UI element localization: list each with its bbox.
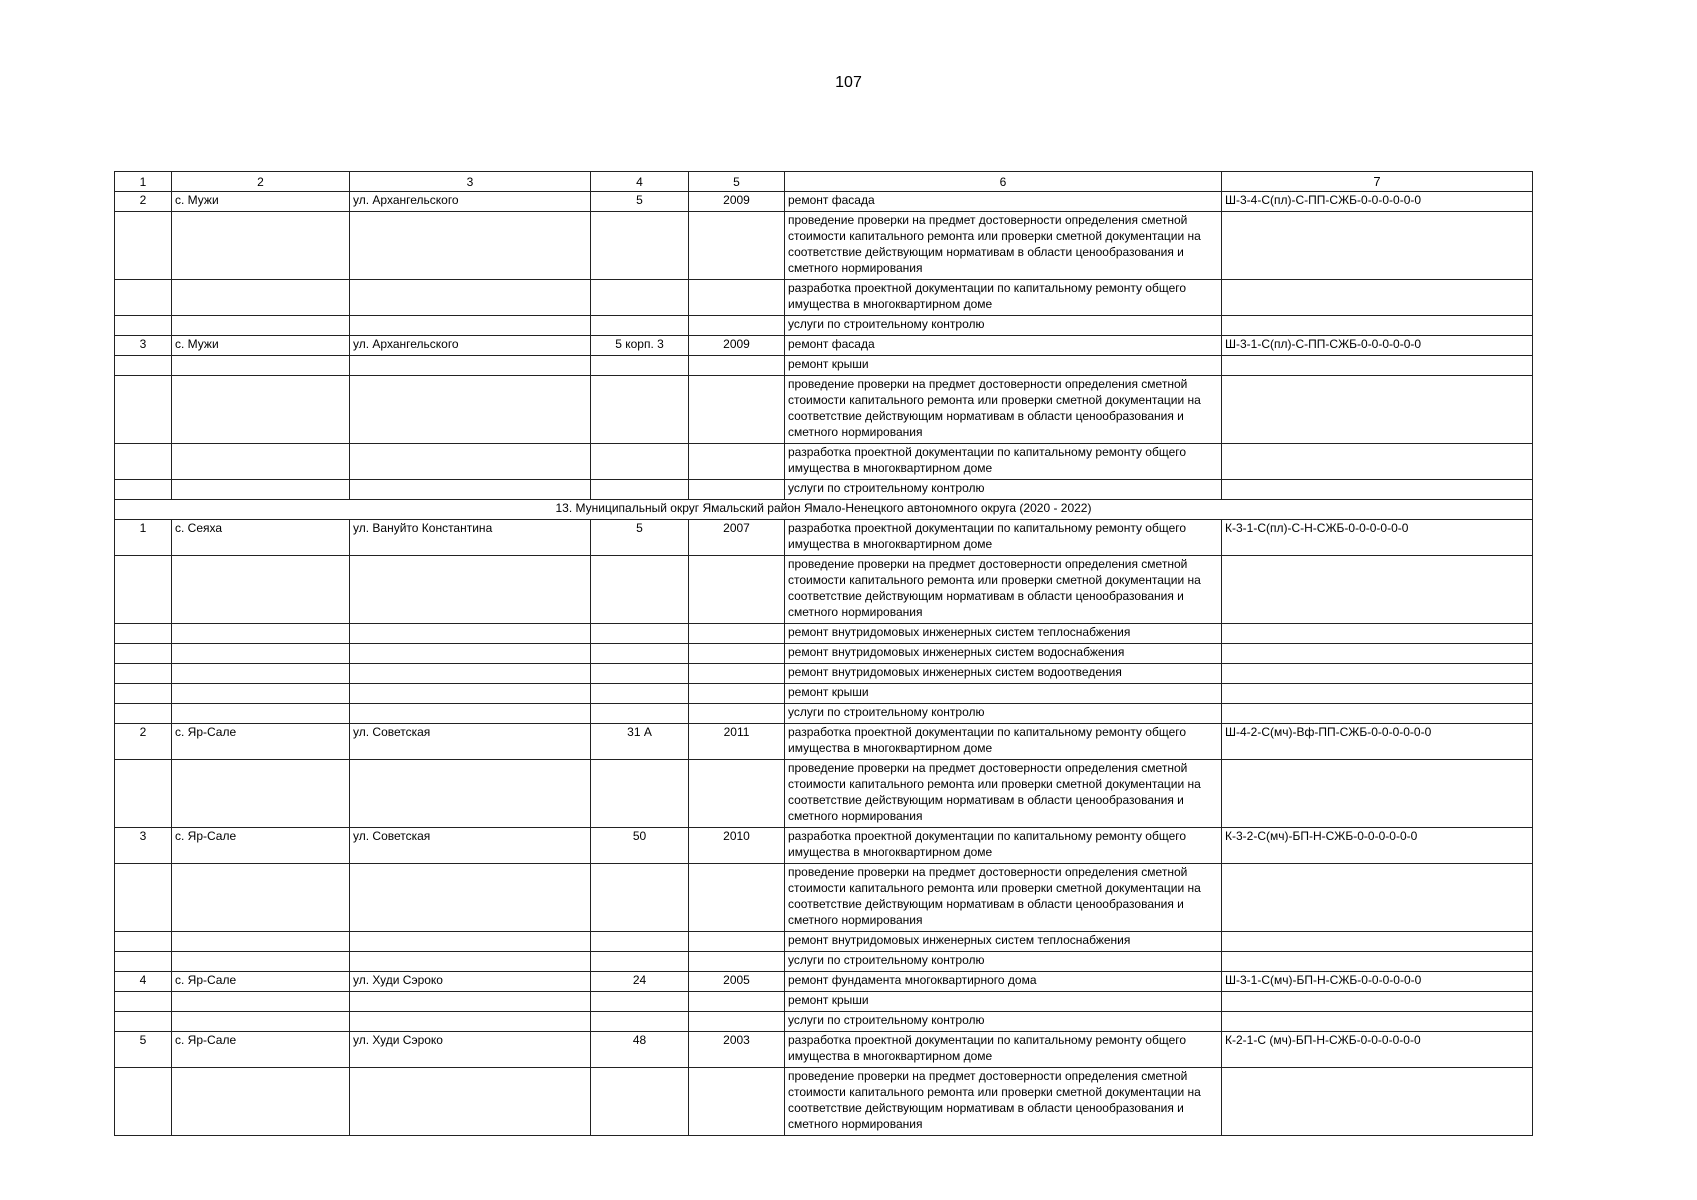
row-number-cell xyxy=(115,952,172,972)
year-cell xyxy=(689,664,785,684)
project-code-cell xyxy=(1222,316,1533,336)
project-code-cell xyxy=(1222,932,1533,952)
row-number-cell xyxy=(115,992,172,1012)
work-type-cell: проведение проверки на предмет достоверности определения сметной стоимости капитального ремонта или проверки сметной документации на соответствие действующим нормативам в области ценообразования и сметного нормирования xyxy=(785,864,1222,932)
table-row xyxy=(115,864,1533,932)
year-cell xyxy=(689,480,785,500)
work-type-cell: разработка проектной документации по капитальному ремонту общего имущества в многоквартирном доме xyxy=(785,280,1222,316)
project-code-cell xyxy=(1222,480,1533,500)
settlement-cell: с. Яр-Сале xyxy=(172,724,350,760)
work-type-cell: услуги по строительному контролю xyxy=(785,1012,1222,1032)
year-cell xyxy=(689,556,785,624)
column-header: 3 xyxy=(350,172,591,192)
row-number-cell: 3 xyxy=(115,336,172,356)
settlement-cell xyxy=(172,864,350,932)
street-cell xyxy=(350,760,591,828)
street-cell: ул. Советская xyxy=(350,724,591,760)
street-cell xyxy=(350,316,591,336)
year-cell xyxy=(689,1012,785,1032)
settlement-cell: с. Яр-Сале xyxy=(172,972,350,992)
house-number-cell xyxy=(591,356,689,376)
project-code-cell: Ш-4-2-С(мч)-Вф-ПП-СЖБ-0-0-0-0-0-0 xyxy=(1222,724,1533,760)
house-number-cell: 24 xyxy=(591,972,689,992)
settlement-cell xyxy=(172,644,350,664)
house-number-cell xyxy=(591,280,689,316)
row-number-cell xyxy=(115,864,172,932)
year-cell xyxy=(689,704,785,724)
section-heading-row xyxy=(115,500,1533,520)
settlement-cell xyxy=(172,316,350,336)
table-row xyxy=(115,972,1533,992)
work-type-cell: разработка проектной документации по капитальному ремонту общего имущества в многоквартирном доме xyxy=(785,444,1222,480)
street-cell xyxy=(350,864,591,932)
house-number-cell: 5 корп. 3 xyxy=(591,336,689,356)
work-type-cell: разработка проектной документации по капитальному ремонту общего имущества в многоквартирном доме xyxy=(785,1032,1222,1068)
settlement-cell xyxy=(172,1068,350,1136)
settlement-cell xyxy=(172,356,350,376)
work-type-cell: разработка проектной документации по капитальному ремонту общего имущества в многоквартирном доме xyxy=(785,828,1222,864)
work-type-cell: ремонт крыши xyxy=(785,992,1222,1012)
street-cell xyxy=(350,624,591,644)
row-number-cell: 5 xyxy=(115,1032,172,1068)
street-cell: ул. Худи Сэроко xyxy=(350,1032,591,1068)
row-number-cell xyxy=(115,316,172,336)
settlement-cell: с. Яр-Сале xyxy=(172,828,350,864)
house-number-cell xyxy=(591,644,689,664)
project-code-cell: К-2-1-С (мч)-БП-Н-СЖБ-0-0-0-0-0-0 xyxy=(1222,1032,1533,1068)
year-cell: 2011 xyxy=(689,724,785,760)
house-number-cell xyxy=(591,316,689,336)
street-cell: ул. Вануйто Константина xyxy=(350,520,591,556)
work-type-cell: услуги по строительному контролю xyxy=(785,952,1222,972)
project-code-cell: Ш-3-1-С(пл)-С-ПП-СЖБ-0-0-0-0-0-0 xyxy=(1222,336,1533,356)
settlement-cell xyxy=(172,664,350,684)
settlement-cell xyxy=(172,624,350,644)
house-number-cell: 50 xyxy=(591,828,689,864)
table-row xyxy=(115,480,1533,500)
house-number-cell xyxy=(591,992,689,1012)
table-row xyxy=(115,1068,1533,1136)
work-type-cell: разработка проектной документации по капитальному ремонту общего имущества в многоквартирном доме xyxy=(785,520,1222,556)
table-row xyxy=(115,444,1533,480)
house-number-cell xyxy=(591,684,689,704)
table-row xyxy=(115,932,1533,952)
row-number-cell: 1 xyxy=(115,520,172,556)
project-code-cell xyxy=(1222,444,1533,480)
column-header: 4 xyxy=(591,172,689,192)
work-type-cell: ремонт внутридомовых инженерных систем теплоснабжения xyxy=(785,624,1222,644)
street-cell: ул. Архангельского xyxy=(350,192,591,212)
project-code-cell xyxy=(1222,684,1533,704)
row-number-cell xyxy=(115,212,172,280)
settlement-cell xyxy=(172,704,350,724)
settlement-cell xyxy=(172,952,350,972)
table-row xyxy=(115,280,1533,316)
row-number-cell xyxy=(115,932,172,952)
house-number-cell xyxy=(591,952,689,972)
project-code-cell: Ш-3-4-С(пл)-С-ПП-СЖБ-0-0-0-0-0-0 xyxy=(1222,192,1533,212)
street-cell xyxy=(350,280,591,316)
settlement-cell xyxy=(172,280,350,316)
year-cell xyxy=(689,684,785,704)
house-number-cell xyxy=(591,444,689,480)
street-cell xyxy=(350,644,591,664)
year-cell: 2009 xyxy=(689,192,785,212)
work-type-cell: услуги по строительному контролю xyxy=(785,316,1222,336)
street-cell xyxy=(350,1068,591,1136)
house-number-cell: 5 xyxy=(591,192,689,212)
work-type-cell: услуги по строительному контролю xyxy=(785,704,1222,724)
row-number-cell xyxy=(115,664,172,684)
year-cell xyxy=(689,280,785,316)
row-number-cell xyxy=(115,356,172,376)
year-cell xyxy=(689,1068,785,1136)
work-type-cell: проведение проверки на предмет достоверности определения сметной стоимости капитального ремонта или проверки сметной документации на соответствие действующим нормативам в области ценообразования и сметного нормирования xyxy=(785,376,1222,444)
row-number-cell xyxy=(115,1068,172,1136)
table-row xyxy=(115,556,1533,624)
house-number-cell xyxy=(591,664,689,684)
settlement-cell: с. Сеяха xyxy=(172,520,350,556)
table-row xyxy=(115,1012,1533,1032)
street-cell xyxy=(350,444,591,480)
project-code-cell xyxy=(1222,664,1533,684)
settlement-cell xyxy=(172,480,350,500)
settlement-cell xyxy=(172,992,350,1012)
street-cell xyxy=(350,356,591,376)
street-cell: ул. Архангельского xyxy=(350,336,591,356)
row-number-cell xyxy=(115,704,172,724)
house-number-cell xyxy=(591,376,689,444)
house-number-cell xyxy=(591,1068,689,1136)
project-code-cell xyxy=(1222,1012,1533,1032)
table-row xyxy=(115,684,1533,704)
row-number-cell xyxy=(115,644,172,664)
table-row xyxy=(115,376,1533,444)
project-code-cell xyxy=(1222,644,1533,664)
row-number-cell: 2 xyxy=(115,724,172,760)
year-cell: 2005 xyxy=(689,972,785,992)
street-cell: ул. Худи Сэроко xyxy=(350,972,591,992)
project-code-cell: К-3-2-С(мч)-БП-Н-СЖБ-0-0-0-0-0-0 xyxy=(1222,828,1533,864)
year-cell xyxy=(689,376,785,444)
street-cell xyxy=(350,664,591,684)
table-row xyxy=(115,624,1533,644)
table-row xyxy=(115,828,1533,864)
row-number-cell xyxy=(115,376,172,444)
street-cell xyxy=(350,480,591,500)
project-code-cell xyxy=(1222,760,1533,828)
street-cell xyxy=(350,992,591,1012)
column-header: 5 xyxy=(689,172,785,192)
project-code-cell xyxy=(1222,212,1533,280)
settlement-cell: с. Яр-Сале xyxy=(172,1032,350,1068)
row-number-cell xyxy=(115,684,172,704)
project-code-cell xyxy=(1222,624,1533,644)
table-row xyxy=(115,316,1533,336)
table-row xyxy=(115,644,1533,664)
works-table xyxy=(114,171,1533,1136)
table-row xyxy=(115,1032,1533,1068)
section-heading: 13. Муниципальный округ Ямальский район Ямало-Ненецкого автономного округа (2020 - 2022) xyxy=(115,500,1533,520)
row-number-cell: 4 xyxy=(115,972,172,992)
work-type-cell: ремонт внутридомовых инженерных систем теплоснабжения xyxy=(785,932,1222,952)
table-row xyxy=(115,356,1533,376)
street-cell xyxy=(350,1012,591,1032)
year-cell: 2003 xyxy=(689,1032,785,1068)
column-header: 7 xyxy=(1222,172,1533,192)
table-row xyxy=(115,992,1533,1012)
table-row xyxy=(115,724,1533,760)
house-number-cell xyxy=(591,624,689,644)
project-code-cell xyxy=(1222,356,1533,376)
project-code-cell xyxy=(1222,280,1533,316)
settlement-cell xyxy=(172,556,350,624)
table-row xyxy=(115,212,1533,280)
table-row xyxy=(115,760,1533,828)
street-cell xyxy=(350,704,591,724)
street-cell xyxy=(350,556,591,624)
year-cell: 2010 xyxy=(689,828,785,864)
year-cell xyxy=(689,992,785,1012)
house-number-cell xyxy=(591,704,689,724)
year-cell xyxy=(689,952,785,972)
settlement-cell xyxy=(172,376,350,444)
settlement-cell xyxy=(172,932,350,952)
year-cell xyxy=(689,444,785,480)
house-number-cell: 5 xyxy=(591,520,689,556)
row-number-cell xyxy=(115,624,172,644)
settlement-cell xyxy=(172,1012,350,1032)
table-row xyxy=(115,952,1533,972)
settlement-cell: с. Мужи xyxy=(172,336,350,356)
row-number-cell: 2 xyxy=(115,192,172,212)
year-cell: 2007 xyxy=(689,520,785,556)
table-row xyxy=(115,192,1533,212)
street-cell xyxy=(350,684,591,704)
row-number-cell xyxy=(115,760,172,828)
project-code-cell xyxy=(1222,1068,1533,1136)
project-code-cell xyxy=(1222,556,1533,624)
work-type-cell: ремонт внутридомовых инженерных систем водоснабжения xyxy=(785,644,1222,664)
house-number-cell xyxy=(591,480,689,500)
year-cell xyxy=(689,864,785,932)
settlement-cell xyxy=(172,444,350,480)
settlement-cell: с. Мужи xyxy=(172,192,350,212)
project-code-cell xyxy=(1222,704,1533,724)
work-type-cell: ремонт фасада xyxy=(785,336,1222,356)
year-cell: 2009 xyxy=(689,336,785,356)
house-number-cell: 31 А xyxy=(591,724,689,760)
house-number-cell xyxy=(591,760,689,828)
project-code-cell xyxy=(1222,376,1533,444)
project-code-cell: К-3-1-С(пл)-С-Н-СЖБ-0-0-0-0-0-0 xyxy=(1222,520,1533,556)
year-cell xyxy=(689,356,785,376)
year-cell xyxy=(689,212,785,280)
work-type-cell: ремонт крыши xyxy=(785,356,1222,376)
page-number: 107 xyxy=(835,74,862,91)
work-type-cell: ремонт фасада xyxy=(785,192,1222,212)
year-cell xyxy=(689,316,785,336)
column-header: 6 xyxy=(785,172,1222,192)
column-header: 1 xyxy=(115,172,172,192)
header-row xyxy=(115,172,1533,192)
work-type-cell: ремонт внутридомовых инженерных систем водоотведения xyxy=(785,664,1222,684)
house-number-cell xyxy=(591,864,689,932)
row-number-cell xyxy=(115,480,172,500)
table-row xyxy=(115,520,1533,556)
work-type-cell: разработка проектной документации по капитальному ремонту общего имущества в многоквартирном доме xyxy=(785,724,1222,760)
work-type-cell: проведение проверки на предмет достоверности определения сметной стоимости капитального ремонта или проверки сметной документации на соответствие действующим нормативам в области ценообразования и сметного нормирования xyxy=(785,1068,1222,1136)
house-number-cell xyxy=(591,556,689,624)
column-header: 2 xyxy=(172,172,350,192)
project-code-cell: Ш-3-1-С(мч)-БП-Н-СЖБ-0-0-0-0-0-0 xyxy=(1222,972,1533,992)
work-type-cell: услуги по строительному контролю xyxy=(785,480,1222,500)
street-cell xyxy=(350,932,591,952)
year-cell xyxy=(689,624,785,644)
year-cell xyxy=(689,644,785,664)
street-cell xyxy=(350,376,591,444)
table-row xyxy=(115,704,1533,724)
row-number-cell xyxy=(115,1012,172,1032)
row-number-cell xyxy=(115,280,172,316)
row-number-cell xyxy=(115,556,172,624)
year-cell xyxy=(689,932,785,952)
table-row xyxy=(115,664,1533,684)
row-number-cell: 3 xyxy=(115,828,172,864)
street-cell xyxy=(350,212,591,280)
house-number-cell xyxy=(591,1012,689,1032)
work-type-cell: проведение проверки на предмет достоверности определения сметной стоимости капитального ремонта или проверки сметной документации на соответствие действующим нормативам в области ценообразования и сметного нормирования xyxy=(785,212,1222,280)
house-number-cell xyxy=(591,932,689,952)
project-code-cell xyxy=(1222,864,1533,932)
table-row xyxy=(115,336,1533,356)
project-code-cell xyxy=(1222,992,1533,1012)
work-type-cell: проведение проверки на предмет достоверности определения сметной стоимости капитального ремонта или проверки сметной документации на соответствие действующим нормативам в области ценообразования и сметного нормирования xyxy=(785,760,1222,828)
street-cell xyxy=(350,952,591,972)
work-type-cell: ремонт фундамента многоквартирного дома xyxy=(785,972,1222,992)
settlement-cell xyxy=(172,212,350,280)
year-cell xyxy=(689,760,785,828)
work-type-cell: ремонт крыши xyxy=(785,684,1222,704)
settlement-cell xyxy=(172,684,350,704)
project-code-cell xyxy=(1222,952,1533,972)
work-type-cell: проведение проверки на предмет достоверности определения сметной стоимости капитального ремонта или проверки сметной документации на соответствие действующим нормативам в области ценообразования и сметного нормирования xyxy=(785,556,1222,624)
house-number-cell: 48 xyxy=(591,1032,689,1068)
settlement-cell xyxy=(172,760,350,828)
row-number-cell xyxy=(115,444,172,480)
street-cell: ул. Советская xyxy=(350,828,591,864)
house-number-cell xyxy=(591,212,689,280)
